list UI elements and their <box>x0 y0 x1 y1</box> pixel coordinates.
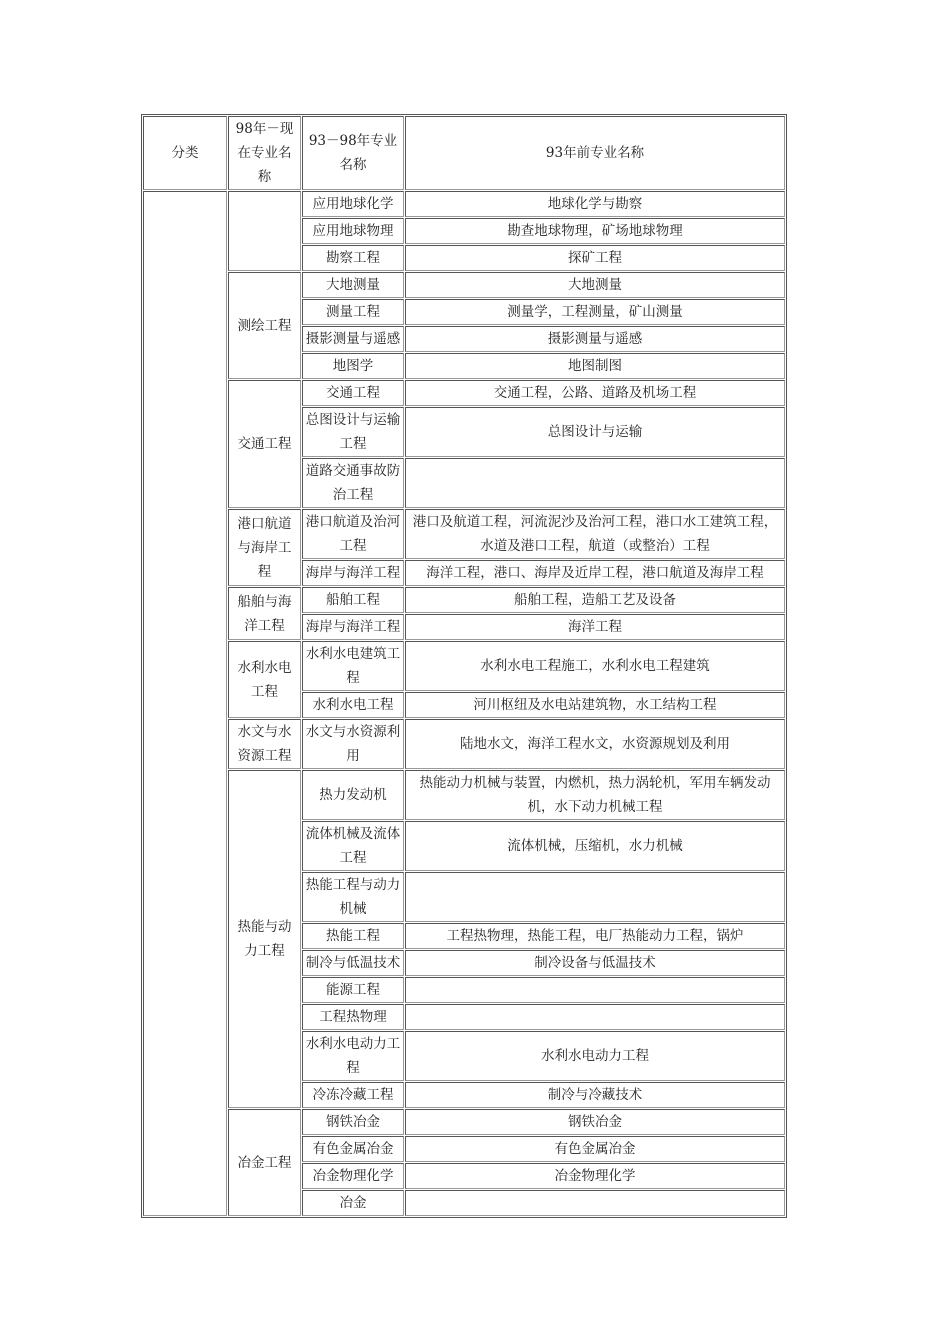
current-major-cell <box>228 770 301 1108</box>
major-9398-name: 水利水电动力工程 <box>305 1036 401 1076</box>
current-major-cell <box>228 641 301 718</box>
major-9398-cell <box>302 1031 404 1081</box>
major-9398-cell <box>302 614 404 640</box>
current-major-cell <box>228 509 301 586</box>
current-major-cell <box>228 587 301 640</box>
major-pre93-name: 摄影测量与遥感 <box>547 331 643 347</box>
major-9398-cell <box>302 1004 404 1030</box>
major-pre93-name: 港口及航道工程，河流泥沙及治河工程，港口水工建筑工程，水道及港口工程，航道（或整治）工程 <box>412 514 778 554</box>
table-row <box>143 380 785 406</box>
major-9398-name: 能源工程 <box>326 982 380 998</box>
major-pre93-cell <box>405 614 785 640</box>
table-row <box>143 272 785 298</box>
major-pre93-cell <box>405 1190 785 1216</box>
major-9398-cell <box>302 380 404 406</box>
major-pre93-name: 测量学，工程测量，矿山测量 <box>507 304 683 320</box>
major-9398-name: 冶金 <box>339 1195 367 1211</box>
table-row <box>143 641 785 691</box>
major-pre93-cell <box>405 272 785 298</box>
major-pre93-cell <box>405 719 785 769</box>
major-pre93-cell <box>405 191 785 217</box>
major-9398-name: 冷冻冷藏工程 <box>312 1087 394 1103</box>
major-9398-cell <box>302 326 404 352</box>
major-pre93-cell <box>405 1004 785 1030</box>
major-pre93-name: 工程热物理，热能工程，电厂热能动力工程，锅炉 <box>446 928 744 944</box>
major-9398-name: 有色金属冶金 <box>312 1141 394 1157</box>
major-pre93-cell <box>405 380 785 406</box>
major-9398-name: 测量工程 <box>326 304 380 320</box>
major-9398-name: 水利水电工程 <box>312 697 394 713</box>
header-9398-name: 93－98年专业名称 <box>302 116 404 190</box>
major-pre93-name: 大地测量 <box>568 277 622 293</box>
major-9398-name: 水利水电建筑工程 <box>305 646 401 686</box>
current-major-name: 冶金工程 <box>237 1154 292 1171</box>
current-major-cell <box>228 380 301 508</box>
major-9398-name: 热能工程 <box>326 928 380 944</box>
major-pre93-name: 有色金属冶金 <box>554 1141 636 1157</box>
major-pre93-cell <box>405 218 785 244</box>
major-9398-cell <box>302 272 404 298</box>
major-9398-cell <box>302 872 404 922</box>
major-pre93-name: 交通工程，公路、道路及机场工程 <box>493 385 697 401</box>
major-pre93-name: 地球化学与勘察 <box>547 196 643 212</box>
major-9398-name: 流体机械及流体工程 <box>305 826 401 866</box>
major-9398-name: 总图设计与运输工程 <box>305 412 401 452</box>
major-9398-cell <box>302 977 404 1003</box>
major-9398-name: 港口航道及治河工程 <box>305 514 401 554</box>
major-9398-cell <box>302 509 404 559</box>
major-9398-cell <box>302 1136 404 1162</box>
major-9398-cell <box>302 770 404 820</box>
major-pre93-name: 流体机械，压缩机，水力机械 <box>507 838 683 854</box>
header-row <box>143 116 785 190</box>
current-major-cell <box>228 1109 301 1216</box>
major-pre93-cell <box>405 245 785 271</box>
table-row <box>143 191 785 217</box>
major-9398-name: 交通工程 <box>326 385 380 401</box>
major-9398-cell <box>302 245 404 271</box>
major-9398-name: 海岸与海洋工程 <box>305 619 401 635</box>
current-major-name: 热能与动力工程 <box>237 919 292 959</box>
major-9398-cell <box>302 353 404 379</box>
major-pre93-cell <box>405 1136 785 1162</box>
current-major-name: 水文与水资源工程 <box>237 724 292 764</box>
major-9398-name: 钢铁冶金 <box>326 1114 380 1130</box>
major-9398-cell <box>302 1163 404 1189</box>
major-pre93-cell <box>405 587 785 613</box>
major-9398-cell <box>302 1109 404 1135</box>
current-major-name: 测绘工程 <box>237 317 292 334</box>
current-major-cell <box>228 719 301 769</box>
major-9398-name: 工程热物理 <box>319 1009 387 1025</box>
major-9398-name: 勘察工程 <box>326 250 380 266</box>
major-pre93-name: 探矿工程 <box>568 250 622 266</box>
major-9398-name: 制冷与低温技术 <box>305 955 401 971</box>
major-9398-name: 大地测量 <box>326 277 380 293</box>
major-pre93-name: 水利水电动力工程 <box>541 1048 649 1064</box>
major-9398-cell <box>302 191 404 217</box>
major-pre93-cell <box>405 509 785 559</box>
major-name-table <box>141 114 787 1218</box>
major-pre93-cell <box>405 1031 785 1081</box>
major-pre93-name: 船舶工程，造船工艺及设备 <box>514 592 676 608</box>
major-pre93-cell <box>405 299 785 325</box>
major-pre93-name: 海洋工程，港口、海岸及近岸工程，港口航道及海岸工程 <box>426 565 764 581</box>
major-9398-name: 海岸与海洋工程 <box>305 565 401 581</box>
current-major-name: 港口航道与海岸工程 <box>237 515 292 580</box>
major-9398-cell <box>302 719 404 769</box>
major-pre93-cell <box>405 353 785 379</box>
major-pre93-name: 河川枢纽及水电站建筑物，水工结构工程 <box>473 697 717 713</box>
major-pre93-cell <box>405 923 785 949</box>
major-pre93-cell <box>405 560 785 586</box>
major-9398-cell <box>302 299 404 325</box>
major-9398-cell <box>302 1082 404 1108</box>
major-pre93-cell <box>405 821 785 871</box>
current-major-name: 水利水电工程 <box>237 659 292 700</box>
major-pre93-cell <box>405 872 785 922</box>
major-9398-cell <box>302 692 404 718</box>
header-pre93-name: 93年前专业名称 <box>405 116 785 190</box>
major-pre93-cell <box>405 1163 785 1189</box>
major-pre93-name: 冶金物理化学 <box>554 1168 636 1184</box>
major-9398-cell <box>302 407 404 457</box>
current-major-name: 交通工程 <box>237 436 292 452</box>
table-row <box>143 770 785 820</box>
major-pre93-name: 总图设计与运输 <box>547 424 643 440</box>
major-pre93-name: 钢铁冶金 <box>568 1114 622 1130</box>
major-pre93-name: 陆地水文，海洋工程水文，水资源规划及利用 <box>460 736 730 752</box>
major-9398-cell <box>302 821 404 871</box>
major-pre93-cell <box>405 407 785 457</box>
major-pre93-cell <box>405 1109 785 1135</box>
major-pre93-name: 海洋工程 <box>568 619 622 635</box>
major-9398-cell <box>302 587 404 613</box>
major-9398-cell <box>302 560 404 586</box>
major-pre93-cell <box>405 458 785 508</box>
major-pre93-cell <box>405 326 785 352</box>
major-pre93-name: 水利水电工程施工，水利水电工程建筑 <box>480 658 710 674</box>
major-pre93-name: 制冷与冷藏技术 <box>547 1087 643 1103</box>
header-category: 分类 <box>143 116 227 190</box>
current-major-cell <box>228 191 301 271</box>
table-row <box>143 1109 785 1135</box>
major-9398-name: 地图学 <box>332 358 374 374</box>
header-current-name: 98年－现在专业名称 <box>228 116 301 190</box>
major-9398-cell <box>302 641 404 691</box>
major-pre93-name: 制冷设备与低温技术 <box>534 955 656 971</box>
table-row <box>143 509 785 559</box>
major-9398-cell <box>302 218 404 244</box>
major-pre93-cell <box>405 692 785 718</box>
major-pre93-cell <box>405 770 785 820</box>
major-9398-name: 摄影测量与遥感 <box>305 331 401 347</box>
major-9398-name: 热力发动机 <box>319 787 387 803</box>
major-pre93-name: 地图制图 <box>568 358 622 374</box>
major-9398-name: 热能工程与动力机械 <box>305 877 401 917</box>
major-pre93-name: 热能动力机械与装置，内燃机，热力涡轮机，军用车辆发动机，水下动力机械工程 <box>419 775 771 815</box>
major-pre93-cell <box>405 1082 785 1108</box>
table-row <box>143 719 785 769</box>
major-pre93-name: 勘查地球物理，矿场地球物理 <box>507 223 683 239</box>
major-9398-cell <box>302 950 404 976</box>
major-9398-cell <box>302 1190 404 1216</box>
major-pre93-cell <box>405 977 785 1003</box>
category-cell <box>143 191 227 1216</box>
current-major-cell <box>228 272 301 379</box>
current-major-name: 船舶与海洋工程 <box>237 593 292 634</box>
major-9398-name: 道路交通事故防治工程 <box>305 463 401 503</box>
major-pre93-cell <box>405 950 785 976</box>
major-9398-name: 应用地球化学 <box>312 196 394 212</box>
major-9398-cell <box>302 458 404 508</box>
major-9398-name: 水文与水资源利用 <box>305 724 401 764</box>
major-9398-name: 应用地球物理 <box>312 223 394 239</box>
table-body <box>143 116 785 1216</box>
major-9398-name: 船舶工程 <box>326 592 380 608</box>
major-9398-name: 冶金物理化学 <box>312 1168 394 1184</box>
table-row <box>143 587 785 613</box>
major-pre93-cell <box>405 641 785 691</box>
major-9398-cell <box>302 923 404 949</box>
